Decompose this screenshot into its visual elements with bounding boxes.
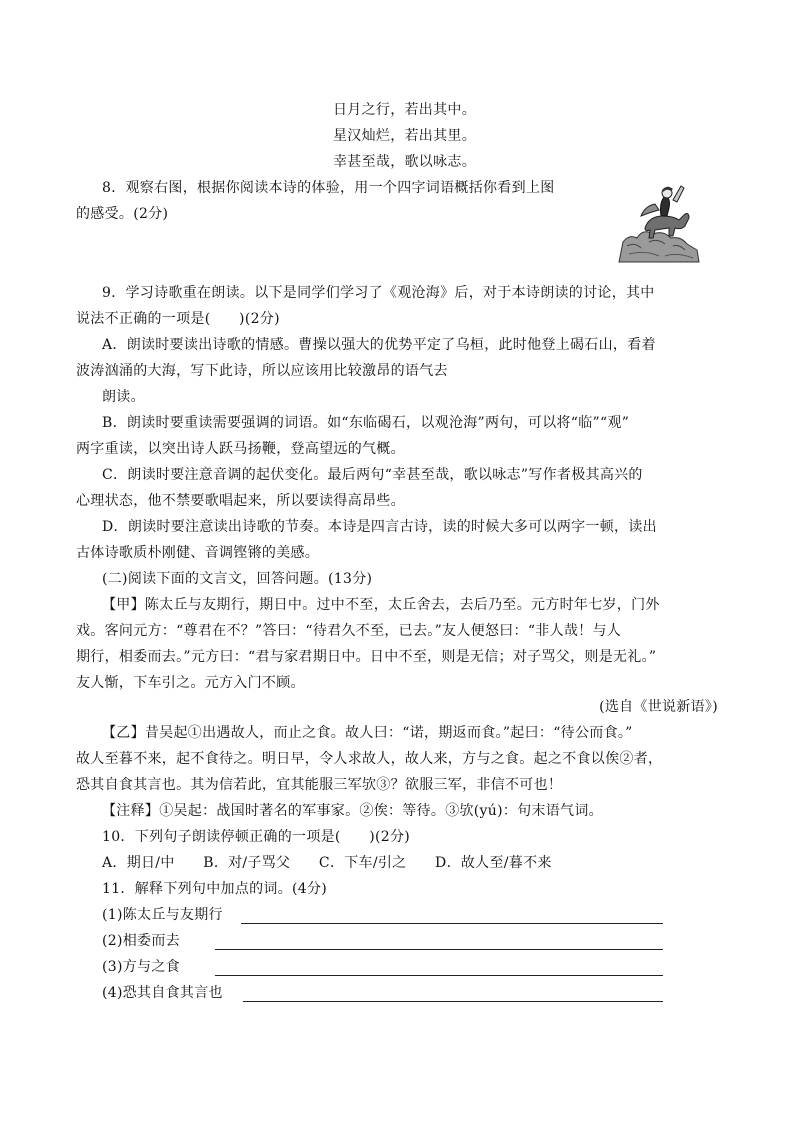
q11-item-3-answer-line[interactable] xyxy=(215,975,663,976)
passage-source: (选自《世说新语》) xyxy=(599,699,718,715)
passage-jia-line-1: 【甲】陈太丘与友期行，期日中。过中不至，太丘舍去，去后乃至。元方时年七岁，门外 xyxy=(102,597,660,613)
q8-stem-line-1: 8．观察右图，根据你阅读本诗的体验，用一个四字词语概括你看到上图 xyxy=(102,180,555,196)
q11-item-3-label: (3)方与之食 xyxy=(102,959,180,975)
passage-jia-line-2: 戏。客问元方：“尊君在不？”答曰：“待君久不至，已去。”友人便怒曰：“非人哉！与人 xyxy=(76,623,622,639)
q9-option-a-line-3: 朗读。 xyxy=(102,389,145,405)
q11-item-2-answer-line[interactable] xyxy=(215,949,663,950)
q9-stem-line-2: 说法不正确的一项是( )(2分) xyxy=(76,311,280,327)
q10-options: A．期日/中 B．对/子骂父 C．下车/引之 D．故人至/暮不来 xyxy=(102,855,552,871)
q11-item-1-answer-line[interactable] xyxy=(241,923,663,924)
q10-stem: 10．下列句子朗读停顿正确的一项是( )(2分) xyxy=(102,829,411,845)
q9-option-d-line-1: D．朗读时要注意读出诗歌的节奏。本诗是四言古诗，读的时候大多可以两字一顿，读出 xyxy=(102,519,657,535)
q11-item-2-label: (2)相委而去 xyxy=(102,933,180,949)
q9-option-a-line-2: 波涛汹涌的大海，写下此诗，所以应该用比较激昂的语气去 xyxy=(76,363,448,379)
passage-yi-line-1: 【乙】昔吴起①出遇故人，而止之食。故人曰：“诺，期返而食。”起曰：“待公而食。” xyxy=(102,725,633,741)
poem-line-3: 幸甚至哉，歌以咏志。 xyxy=(333,154,476,170)
poem-line-2: 星汉灿烂，若出其里。 xyxy=(333,128,476,144)
q9-option-c-line-1: C．朗读时要注意音调的起伏变化。最后两句“幸甚至哉，歌以咏志”写作者极其高兴的 xyxy=(102,467,643,483)
passage-jia-line-4: 友人惭，下车引之。元方入门不顾。 xyxy=(76,675,305,691)
q11-item-4-label: (4)恐其自食其言也 xyxy=(102,985,223,1001)
q11-item-1-label: (1)陈太丘与友期行 xyxy=(102,907,223,923)
passage-notes: 【注释】①吴起：战国时著名的军事家。②俟：等待。③欤(yú)：句末语气词。 xyxy=(102,803,603,819)
q9-option-d-line-2: 古体诗歌质朴刚健、音调铿锵的美感。 xyxy=(76,545,320,561)
q9-option-b-line-2: 两字重读，以突出诗人跃马扬鞭，登高望远的气概。 xyxy=(76,441,405,457)
passage-yi-line-3: 恐其自食其言也。其为信若此，宜其能服三军欤③？欲服三军，非信不可也！ xyxy=(76,777,563,793)
q9-option-b-line-1: B．朗读时要重读需要强调的词语。如“东临碣石，以观沧海”两句，可以将“临”“观” xyxy=(102,415,630,431)
section2-title: (二)阅读下面的文言文，回答问题。(13分) xyxy=(102,571,373,587)
q9-stem-line-1: 9．学习诗歌重在朗读。以下是同学们学习了《观沧海》后，对于本诗朗读的讨论，其中 xyxy=(102,285,655,301)
passage-yi-line-2: 故人至暮不来，起不食待之。明日早，令人求故人，故人来，方与之食。起之不食以俟②者， xyxy=(76,751,663,767)
q9-option-c-line-2: 心理状态，他不禁要歌唱起来，所以要读得高昂些。 xyxy=(76,493,405,509)
q8-stem-line-2: 的感受。(2分) xyxy=(76,206,169,222)
passage-jia-line-3: 期行，相委而去。”元方曰：“君与家君期日中。日中不至，则是无信；对子骂父，则是无礼。” xyxy=(76,649,657,665)
q9-option-a-line-1: A．朗读时要读出诗歌的情感。曹操以强大的优势平定了乌桓，此时他登上碣石山，看着 xyxy=(102,337,656,353)
q11-stem: 11．解释下列句中加点的词。(4分) xyxy=(102,881,328,897)
q11-item-4-answer-line[interactable] xyxy=(243,1001,663,1002)
poem-line-1: 日月之行，若出其中。 xyxy=(333,102,476,118)
poet-on-horse-illustration xyxy=(615,176,701,264)
